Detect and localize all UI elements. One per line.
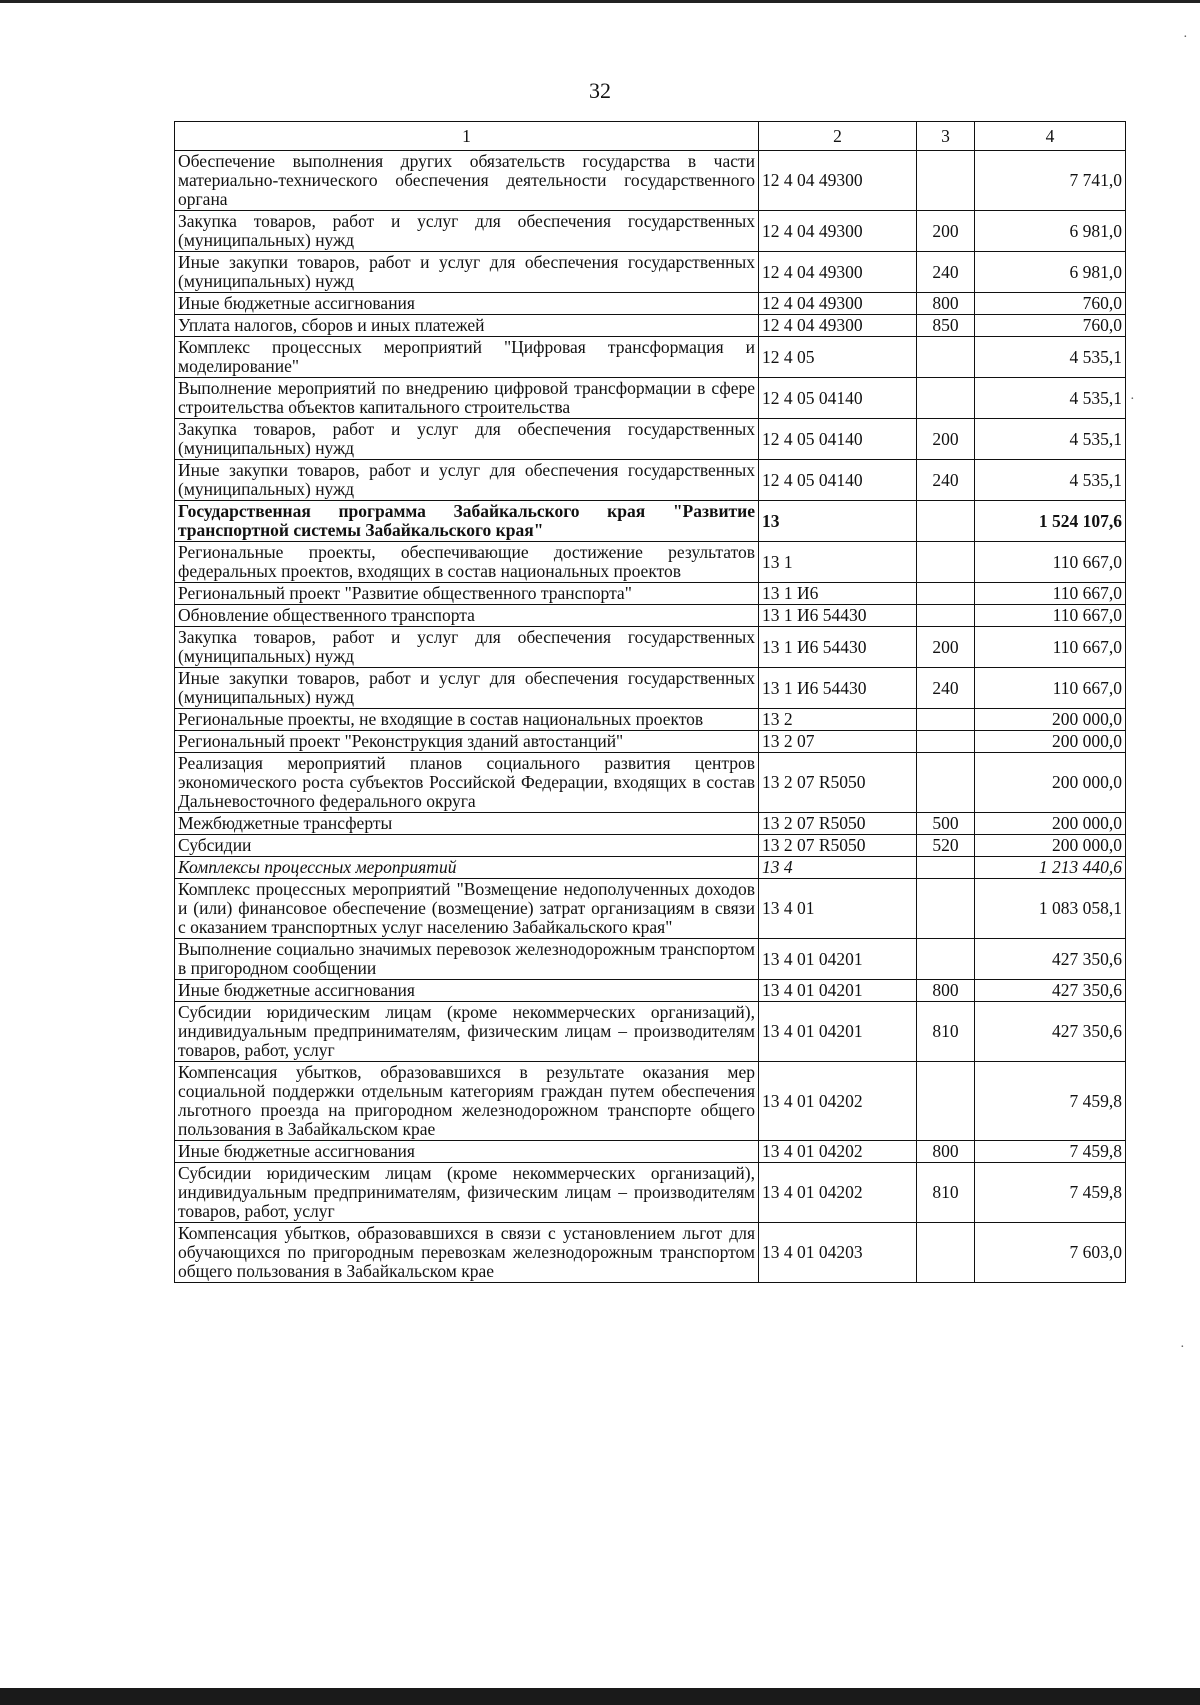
item-code: 12 4 05 04140 [759,460,917,501]
table-row [175,1002,1126,1062]
item-name: Выполнение социально значимых перевозок железнодорожным транспортом в пригородном сообщении [175,939,759,980]
expense-type: 240 [917,460,975,501]
table-row [175,337,1126,378]
expense-type [917,753,975,813]
expense-type [917,1062,975,1141]
table-row [175,605,1126,627]
item-code: 13 4 01 04201 [759,1002,917,1062]
table-row [175,939,1126,980]
item-amount: 110 667,0 [975,583,1126,605]
item-name: Региональные проекты, не входящие в состав национальных проектов [175,709,759,731]
item-amount: 760,0 [975,315,1126,337]
item-amount: 110 667,0 [975,668,1126,709]
item-code: 13 2 07 R5050 [759,813,917,835]
expense-type: 240 [917,252,975,293]
table-row [175,542,1126,583]
item-amount: 7 459,8 [975,1163,1126,1223]
item-name: Иные бюджетные ассигнования [175,293,759,315]
scan-speck: · [1180,1340,1185,1355]
expense-type: 850 [917,315,975,337]
item-code: 13 4 01 04201 [759,980,917,1002]
budget-table [174,121,1126,1283]
expense-type: 810 [917,1163,975,1223]
item-amount: 200 000,0 [975,709,1126,731]
item-amount: 7 459,8 [975,1141,1126,1163]
item-code: 13 2 07 R5050 [759,753,917,813]
item-name: Иные закупки товаров, работ и услуг для обеспечения государственных (муниципальных) нужд [175,252,759,293]
item-name: Обновление общественного транспорта [175,605,759,627]
item-name: Комплекс процессных мероприятий "Возмещение недополученных доходов и (или) финансовое обеспечение (возмещение) затрат организациям в связи с оказанием транспортных услуг населению Забайкальского края" [175,879,759,939]
expense-type: 500 [917,813,975,835]
scan-speck: · [1130,392,1135,407]
item-code: 12 4 04 49300 [759,151,917,211]
item-name: Выполнение мероприятий по внедрению цифровой трансформации в сфере строительства объектов капитального строительства [175,378,759,419]
table-row [175,315,1126,337]
item-name: Иные бюджетные ассигнования [175,980,759,1002]
item-name: Государственная программа Забайкальского края "Развитие транспортной системы Забайкальского края" [175,501,759,542]
table-row [175,857,1126,879]
item-name: Межбюджетные трансферты [175,813,759,835]
item-name: Обеспечение выполнения других обязательств государства в части материально-технического обеспечения деятельности государственного органа [175,151,759,211]
expense-type [917,501,975,542]
item-code: 13 2 [759,709,917,731]
item-amount: 427 350,6 [975,980,1126,1002]
table-row [175,1141,1126,1163]
item-amount: 760,0 [975,293,1126,315]
item-code: 13 4 [759,857,917,879]
item-code: 13 2 07 R5050 [759,835,917,857]
item-amount: 200 000,0 [975,753,1126,813]
expense-type: 200 [917,211,975,252]
table-row [175,151,1126,211]
item-name: Реализация мероприятий планов социального развития центров экономического роста субъектов Российской Федерации, входящих в состав Дальневосточного федерального округа [175,753,759,813]
item-name: Иные закупки товаров, работ и услуг для обеспечения государственных (муниципальных) нужд [175,460,759,501]
scan-edge-bottom [0,1688,1200,1705]
table-row [175,583,1126,605]
item-amount: 1 524 107,6 [975,501,1126,542]
table-row [175,252,1126,293]
item-code: 13 4 01 04202 [759,1062,917,1141]
item-amount: 1 213 440,6 [975,857,1126,879]
item-code: 13 [759,501,917,542]
expense-type: 520 [917,835,975,857]
item-name: Иные бюджетные ассигнования [175,1141,759,1163]
item-code: 12 4 05 [759,337,917,378]
expense-type: 200 [917,419,975,460]
expense-type [917,542,975,583]
table-row [175,879,1126,939]
item-code: 12 4 05 04140 [759,378,917,419]
item-name: Региональный проект "Развитие общественного транспорта" [175,583,759,605]
column-header: 3 [917,122,975,151]
item-amount: 7 603,0 [975,1223,1126,1283]
item-code: 13 2 07 [759,731,917,753]
table-row [175,501,1126,542]
item-name: Иные закупки товаров, работ и услуг для обеспечения государственных (муниципальных) нужд [175,668,759,709]
item-name: Региональный проект "Реконструкция зданий автостанций" [175,731,759,753]
table-row [175,709,1126,731]
item-code: 12 4 04 49300 [759,211,917,252]
expense-type [917,857,975,879]
item-code: 13 4 01 04202 [759,1163,917,1223]
item-amount: 4 535,1 [975,378,1126,419]
table-row [175,1062,1126,1141]
column-header: 4 [975,122,1126,151]
item-name: Субсидии юридическим лицам (кроме некоммерческих организаций), индивидуальным предпринимателям, физическим лицам – производителям товаров, работ, услуг [175,1002,759,1062]
item-name: Субсидии [175,835,759,857]
item-name: Региональные проекты, обеспечивающие достижение результатов федеральных проектов, входящих в состав национальных проектов [175,542,759,583]
item-name: Компенсация убытков, образовавшихся в результате оказания мер социальной поддержки отдельным категориям граждан путем обеспечения льготного проезда на пригородном железнодорожном транспорте общего пользования в Забайкальском крае [175,1062,759,1141]
item-code: 13 4 01 04202 [759,1141,917,1163]
item-name: Комплекс процессных мероприятий "Цифровая трансформация и моделирование" [175,337,759,378]
column-header: 1 [175,122,759,151]
table-row [175,753,1126,813]
item-amount: 110 667,0 [975,627,1126,668]
expense-type [917,378,975,419]
item-amount: 200 000,0 [975,731,1126,753]
table-row [175,813,1126,835]
table-header-row [175,122,1126,151]
expense-type [917,879,975,939]
expense-type [917,583,975,605]
table-row [175,211,1126,252]
expense-type [917,151,975,211]
item-code: 13 1 И6 54430 [759,668,917,709]
expense-type: 800 [917,980,975,1002]
table-row [175,293,1126,315]
item-name: Уплата налогов, сборов и иных платежей [175,315,759,337]
item-amount: 110 667,0 [975,542,1126,583]
item-code: 13 1 [759,542,917,583]
item-name: Закупка товаров, работ и услуг для обеспечения государственных (муниципальных) нужд [175,627,759,668]
item-code: 13 4 01 04201 [759,939,917,980]
table-row [175,668,1126,709]
table-row [175,980,1126,1002]
item-name: Компенсация убытков, образовавшихся в связи с установлением льгот для обучающихся по пригородным перевозкам железнодорожным транспортом общего пользования в Забайкальском крае [175,1223,759,1283]
page-number: 32 [589,78,611,103]
item-code: 12 4 05 04140 [759,419,917,460]
expense-type: 810 [917,1002,975,1062]
item-code: 12 4 04 49300 [759,252,917,293]
table-row [175,627,1126,668]
expense-type: 240 [917,668,975,709]
scan-edge-top [0,0,1200,3]
item-amount: 427 350,6 [975,939,1126,980]
table-row [175,731,1126,753]
item-code: 12 4 04 49300 [759,315,917,337]
item-amount: 200 000,0 [975,835,1126,857]
item-amount: 4 535,1 [975,460,1126,501]
item-name: Комплексы процессных мероприятий [175,857,759,879]
item-code: 13 4 01 04203 [759,1223,917,1283]
item-code: 13 4 01 [759,879,917,939]
item-code: 13 1 И6 54430 [759,627,917,668]
table-row [175,1163,1126,1223]
item-code: 13 1 И6 54430 [759,605,917,627]
item-amount: 7 459,8 [975,1062,1126,1141]
column-header: 2 [759,122,917,151]
item-name: Закупка товаров, работ и услуг для обеспечения государственных (муниципальных) нужд [175,419,759,460]
item-amount: 427 350,6 [975,1002,1126,1062]
table-row [175,419,1126,460]
item-name: Субсидии юридическим лицам (кроме некоммерческих организаций), индивидуальным предпринимателям, физическим лицам – производителям товаров, работ, услуг [175,1163,759,1223]
expense-type [917,709,975,731]
table-row [175,1223,1126,1283]
expense-type [917,731,975,753]
item-amount: 7 741,0 [975,151,1126,211]
expense-type [917,605,975,627]
scan-speck: · [1183,30,1188,45]
item-amount: 200 000,0 [975,813,1126,835]
item-amount: 4 535,1 [975,419,1126,460]
item-code: 13 1 И6 [759,583,917,605]
expense-type: 800 [917,1141,975,1163]
item-amount: 6 981,0 [975,252,1126,293]
item-amount: 4 535,1 [975,337,1126,378]
item-code: 12 4 04 49300 [759,293,917,315]
item-amount: 6 981,0 [975,211,1126,252]
table-row [175,460,1126,501]
table-row [175,835,1126,857]
item-amount: 1 083 058,1 [975,879,1126,939]
expense-type [917,939,975,980]
table-body [175,151,1126,1283]
table-row [175,378,1126,419]
item-amount: 110 667,0 [975,605,1126,627]
expense-type [917,1223,975,1283]
expense-type: 800 [917,293,975,315]
item-name: Закупка товаров, работ и услуг для обеспечения государственных (муниципальных) нужд [175,211,759,252]
expense-type: 200 [917,627,975,668]
expense-type [917,337,975,378]
